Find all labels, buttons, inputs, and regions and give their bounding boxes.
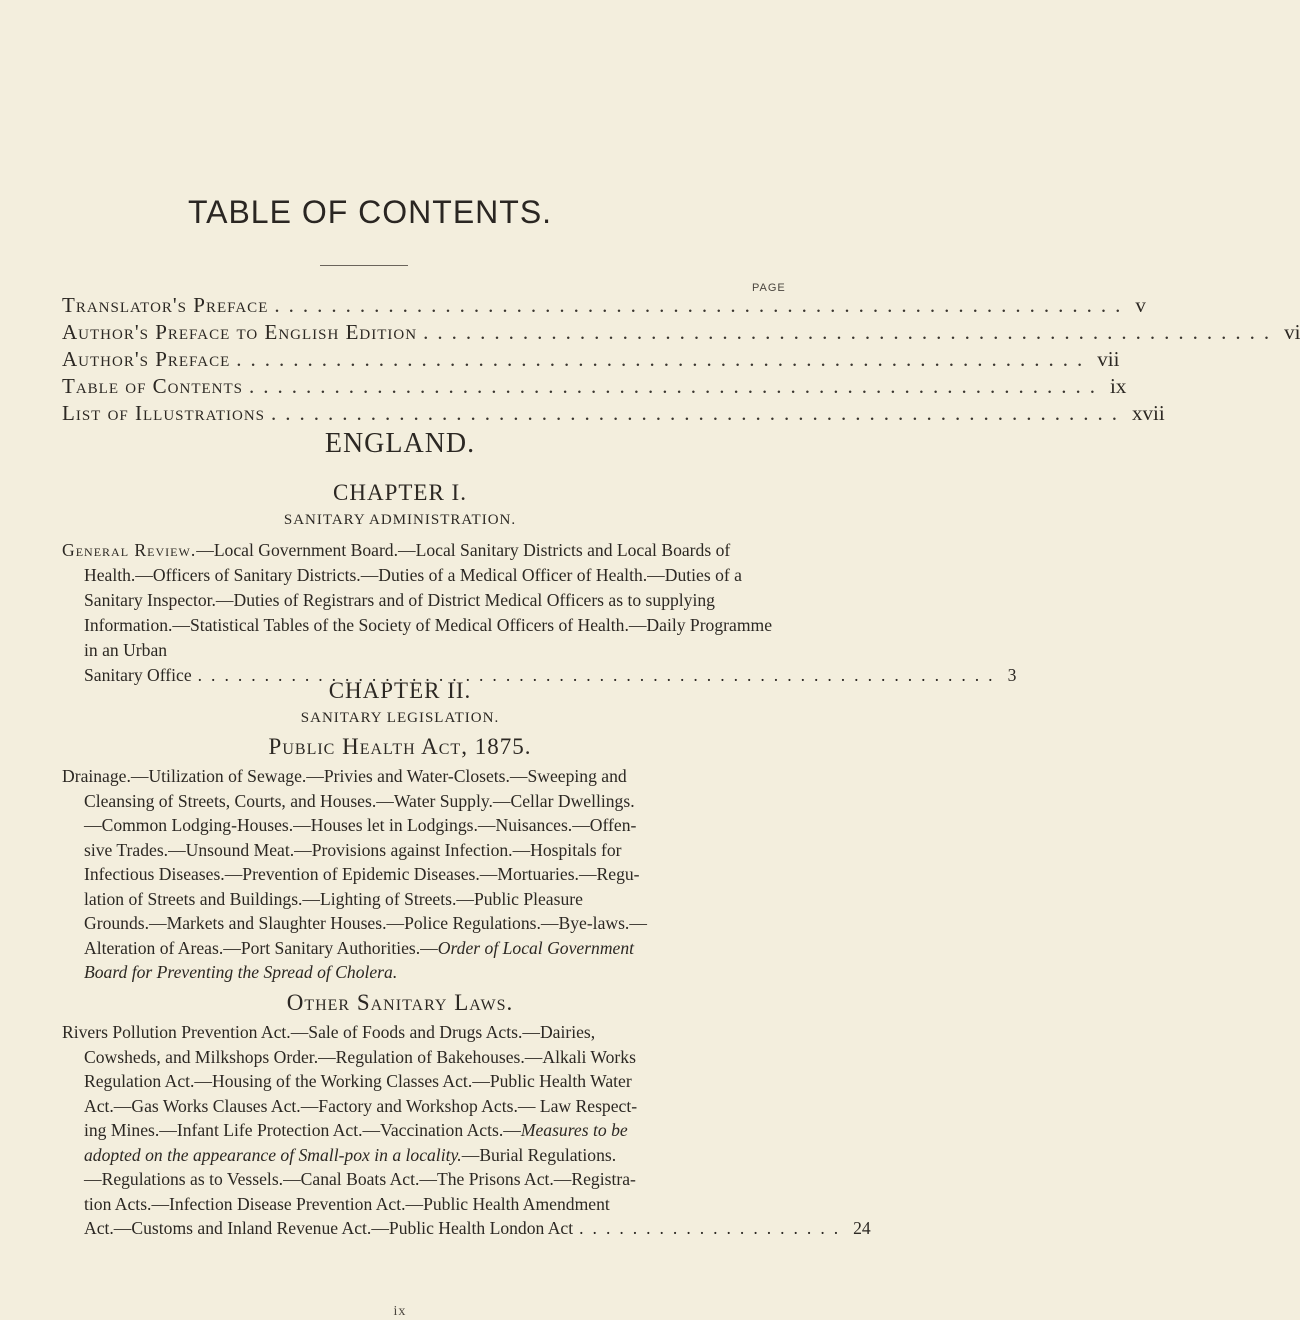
italic-line: Board for Preventing the Spread of Cholera. <box>84 962 398 982</box>
text-line: Alteration of Areas.—Port Sanitary Authorities.— <box>84 937 438 958</box>
leader-dots: ............................................................ <box>249 374 1104 398</box>
section-lead: General Review. <box>62 540 197 560</box>
text-line: tion Acts.—Infection Disease Prevention Act.—Public Health Amendment <box>84 1193 610 1214</box>
summary-last-line: Sanitary Office <box>84 665 192 685</box>
toc-entry-label: Table of Contents <box>62 374 243 398</box>
toc-entry-label: Author's Preface to English Edition <box>62 320 418 344</box>
italic-text: adopted on the appearance of Small-pox in a locality. <box>84 1144 462 1165</box>
part-title: ENGLAND. <box>324 428 476 459</box>
leader-dots: ............................................................ <box>274 293 1130 317</box>
front-matter-list <box>62 293 1300 428</box>
toc-entry-label: List of Illustrations <box>62 401 265 425</box>
page-title: TABLE OF CONTENTS. <box>187 194 553 230</box>
toc-entry-label: Translator's Preface <box>62 293 269 317</box>
toc-entry[interactable] <box>62 401 1165 428</box>
leader-dots: .................... <box>579 1218 848 1238</box>
toc-entry-label: Author's Preface <box>62 347 231 371</box>
text-line: Drainage.—Utilization of Sewage.—Privies and Water-Closets.—Sweeping and <box>62 766 627 786</box>
text-line: Cowsheds, and Milkshops Order.—Regulation of Bakehouses.—Alkali Works <box>84 1046 636 1067</box>
toc-entry[interactable] <box>62 320 1300 347</box>
text-line: Cleansing of Streets, Courts, and Houses.—Water Supply.—Cellar Dwellings. <box>84 790 635 811</box>
other-laws-summary <box>62 1020 871 1241</box>
text-line: Rivers Pollution Prevention Act.—Sale of Foods and Drugs Acts.—Dairies, <box>62 1022 596 1042</box>
chapter-2-subtitle: SANITARY LEGISLATION. <box>300 710 500 726</box>
chapter-2-entry[interactable] <box>62 1216 871 1241</box>
toc-entry[interactable] <box>62 347 1120 374</box>
other-laws-heading: Other Sanitary Laws. <box>286 990 514 1015</box>
text-line: —Regulations as to Vessels.—Canal Boats Act.—The Prisons Act.—Registra- <box>84 1169 636 1189</box>
toc-entry-page: v <box>1135 293 1146 317</box>
page-folio: ix <box>393 1304 407 1319</box>
text-line: —Common Lodging-Houses.—Houses let in Lodgings.—Nuisances.—Offen- <box>84 815 637 835</box>
leader-dots: ............................................................ <box>236 347 1092 371</box>
chapter-1-subtitle: SANITARY ADMINISTRATION. <box>283 512 517 528</box>
text-line: Act.—Gas Works Clauses Act.—Factory and Workshop Acts.— Law Respect- <box>84 1095 638 1116</box>
act-summary <box>62 764 762 985</box>
text-line-mixed <box>62 936 762 961</box>
italic-text: Order of Local Government <box>437 937 635 958</box>
text-line: Grounds.—Markets and Slaughter Houses.—Police Regulations.—Bye-laws.— <box>84 913 647 933</box>
text-line: sive Trades.—Unsound Meat.—Provisions against Infection.—Hospitals for <box>84 839 622 860</box>
chapter-1-summary <box>62 538 1017 688</box>
toc-entry[interactable] <box>62 374 1127 401</box>
leader-dots: ............................................................ <box>271 401 1126 425</box>
text-line: Infectious Diseases.—Prevention of Epidemic Diseases.—Mortuaries.—Regu- <box>84 864 640 884</box>
title-rule <box>320 265 408 266</box>
toc-entry-page: ix <box>1110 374 1127 398</box>
text-line: —Burial Regulations. <box>461 1144 617 1165</box>
text-line: Regulation Act.—Housing of the Working Classes Act.—Public Health Water <box>84 1071 632 1091</box>
chapter-2-page: 24 <box>853 1218 871 1238</box>
toc-entry-page: vii <box>1097 347 1120 371</box>
toc-entry[interactable] <box>62 293 1146 320</box>
text-line: lation of Streets and Buildings.—Lighting of Streets.—Public Pleasure <box>84 888 583 909</box>
chapter-2-title: CHAPTER II. <box>328 678 472 703</box>
italic-text: Measures to be <box>520 1120 628 1140</box>
text-line-mixed <box>62 1143 762 1168</box>
chapter-1-title: CHAPTER I. <box>333 480 467 505</box>
text-line: ing Mines.—Infant Life Protection Act.—Vaccination Acts.— <box>84 1120 521 1140</box>
chapter-1-page: 3 <box>1007 665 1017 685</box>
act-heading: Public Health Act, 1875. <box>268 734 532 759</box>
leader-dots: ............................................................ <box>197 665 1002 685</box>
toc-entry-page: vi <box>1284 320 1300 344</box>
text-line: Act.—Customs and Inland Revenue Act.—Public Health London Act <box>84 1218 574 1238</box>
toc-entry-page: xvii <box>1132 401 1165 425</box>
text-line-mixed <box>62 1118 762 1143</box>
leader-dots: ............................................................ <box>423 320 1279 344</box>
summary-text: —Local Government Board.—Local Sanitary Districts and Local Boards of Health.—Officers of Sanitary Districts.—Duties of a Medical Officer of Health.—Duties of a Sanitary Inspector.—Duties of Registrars and of District Medical Officers as to supplying Information.—Statistical Tables of the Society of Medical Officers of Health.—Daily Programme in an Urban <box>84 540 773 660</box>
page-column-header: PAGE <box>752 282 786 294</box>
